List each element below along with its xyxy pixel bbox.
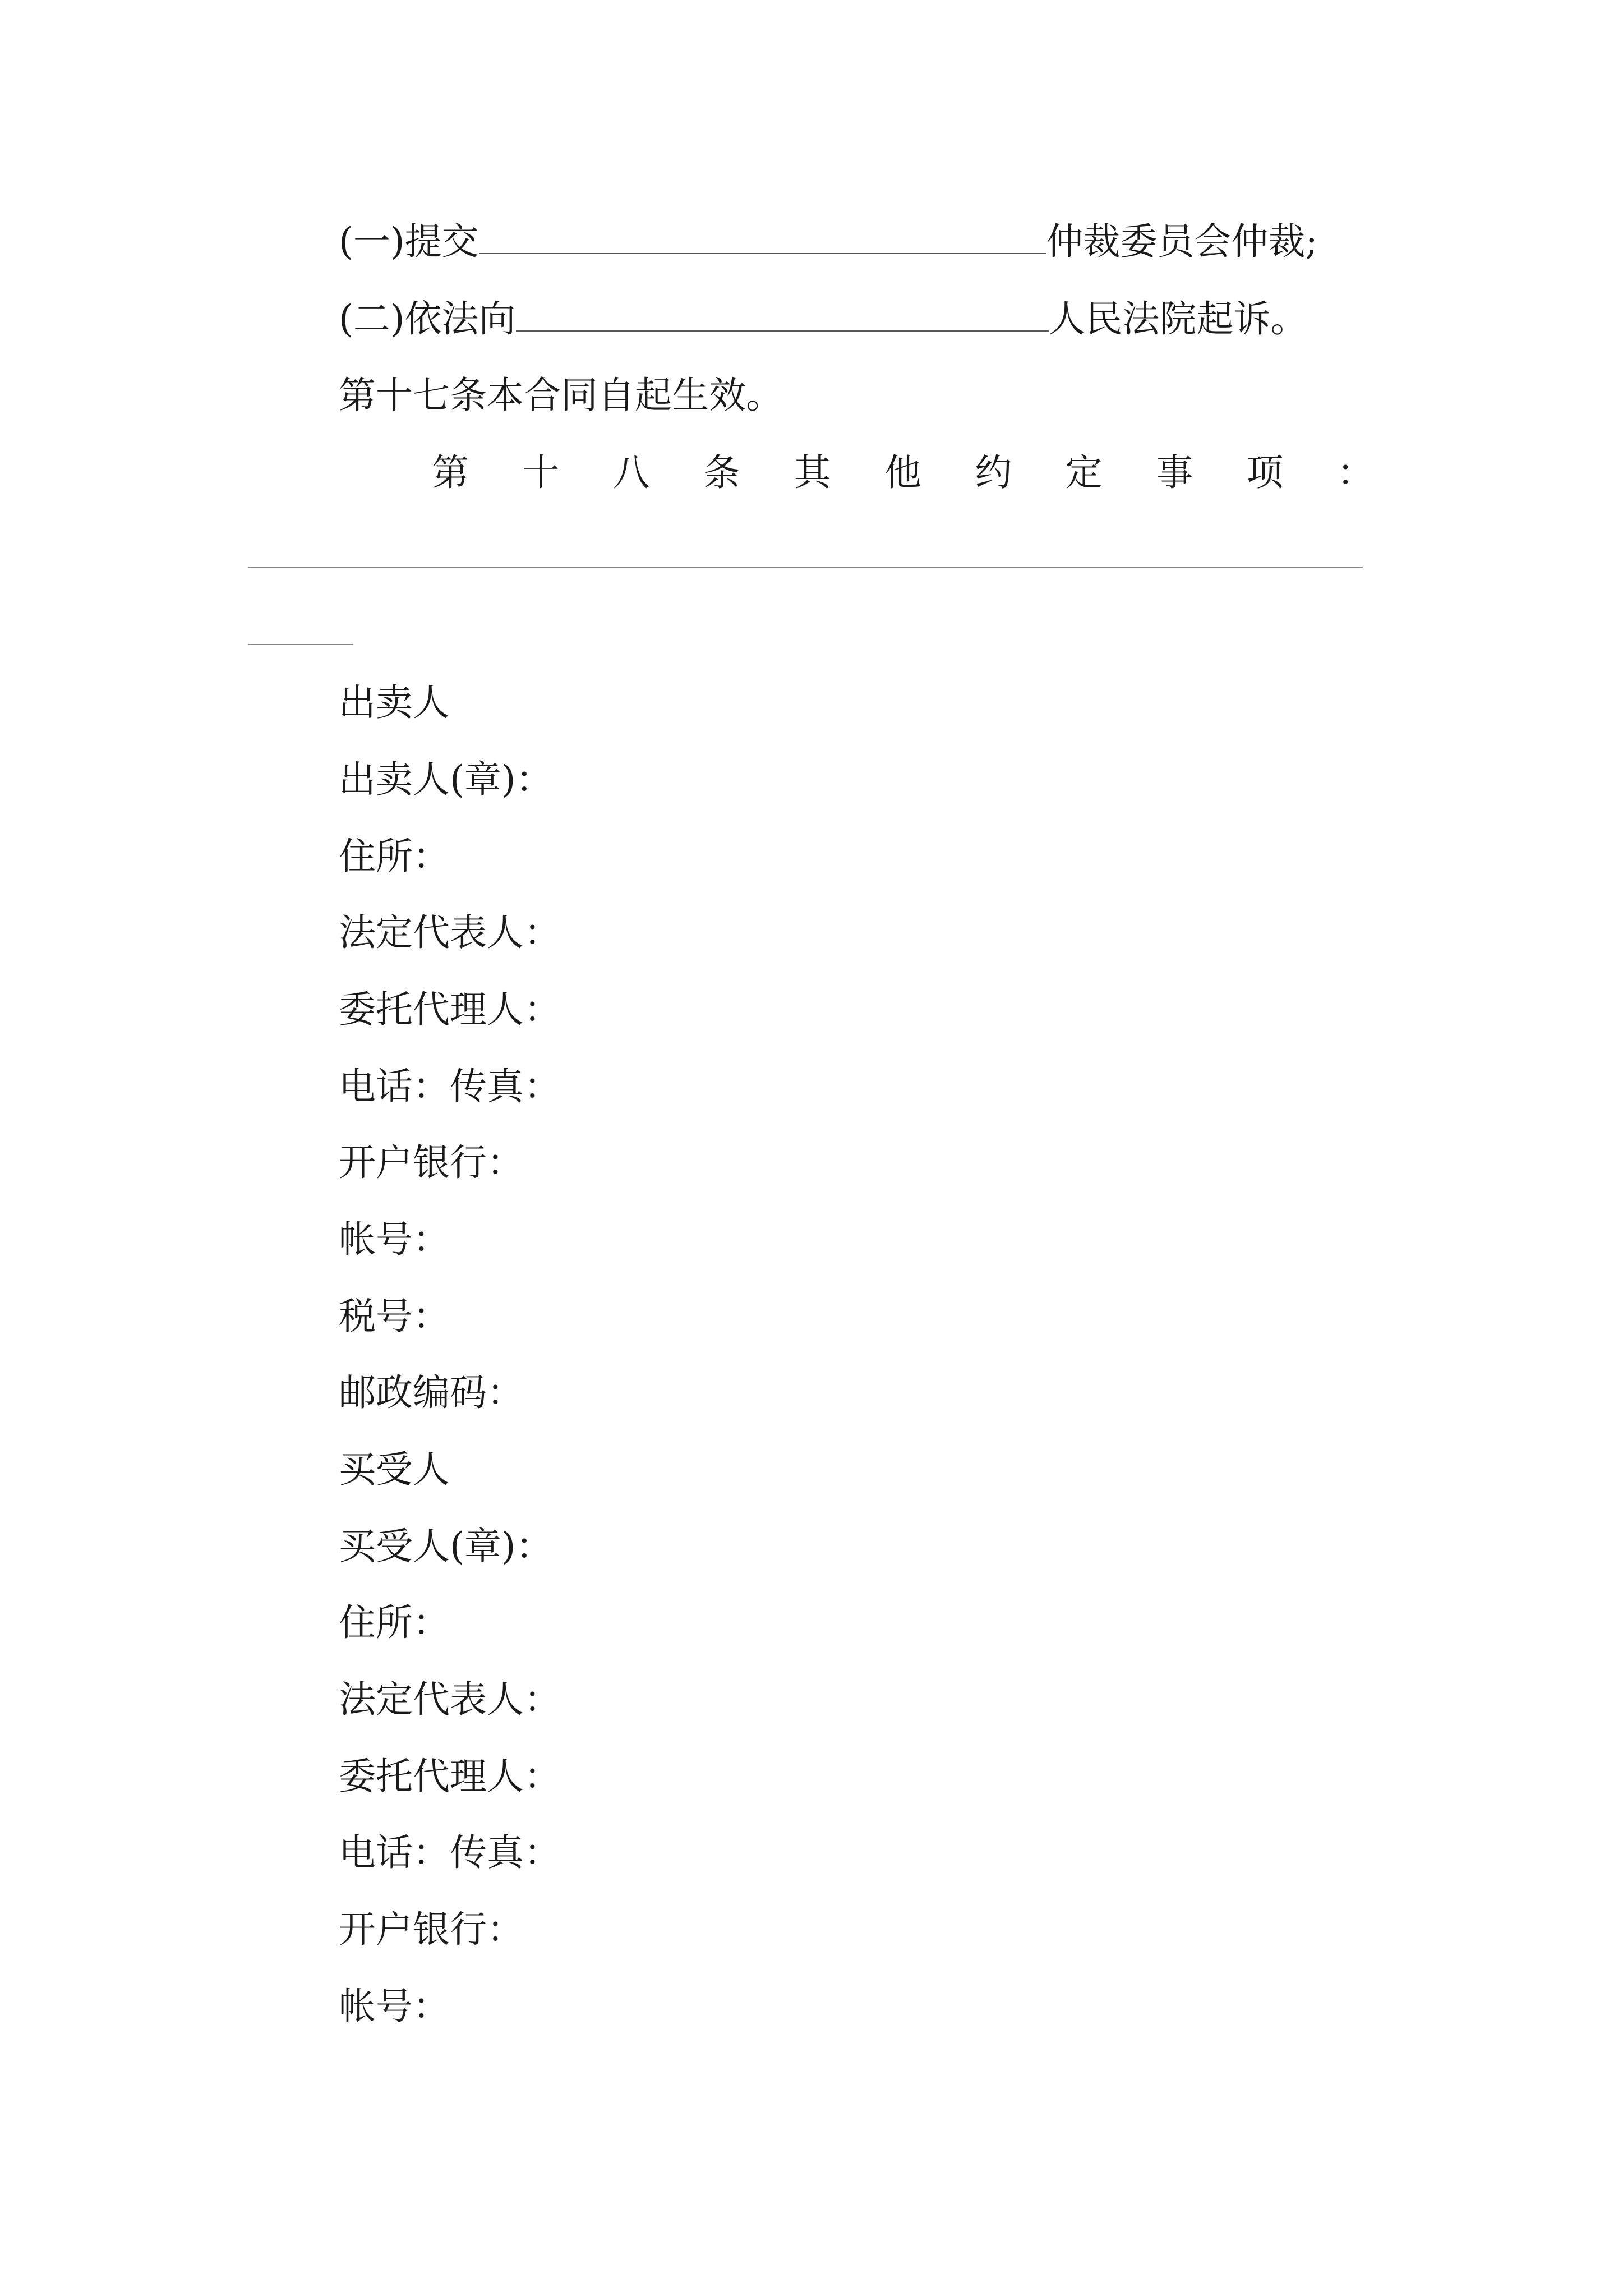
litigation-blank [516, 328, 1049, 332]
seller-account: 帐号： [339, 1218, 450, 1261]
article-18-heading [432, 451, 1374, 494]
buyer-bank: 开户银行： [339, 1908, 524, 1951]
seller-address: 住所： [339, 835, 450, 878]
buyer-account: 帐号： [339, 1985, 450, 2028]
seller-agent: 委托代理人： [339, 988, 561, 1031]
arbitration-blank [479, 251, 1046, 254]
article-18-char: 事 [1156, 451, 1193, 494]
article-18-char: 其 [794, 451, 831, 494]
article-18-char: 他 [884, 451, 921, 494]
buyer-agent: 委托代理人： [339, 1755, 561, 1798]
seller-postcode: 邮政编码： [339, 1371, 524, 1414]
litigation-suffix: 人民法院起诉。 [1048, 297, 1308, 341]
arbitration-prefix: (一)提交 [339, 220, 479, 263]
buyer-address: 住所： [339, 1601, 450, 1644]
seller-seal: 出卖人(章)： [339, 758, 553, 801]
article-18-char: 第 [432, 451, 469, 494]
article-17: 第十七条本合同自起生效。 [339, 374, 783, 417]
seller-phone-fax: 电话：传真： [339, 1065, 561, 1108]
buyer-legal-rep: 法定代表人： [339, 1678, 561, 1721]
other-terms-blank-line-1 [248, 567, 1363, 568]
article-18-char: 定 [1065, 451, 1103, 494]
article-18-char: 条 [703, 451, 741, 494]
arbitration-clause [339, 220, 1318, 263]
article-18-char: 约 [975, 451, 1012, 494]
other-terms-blank-line-2 [248, 644, 353, 645]
litigation-prefix: (二)依法向 [339, 297, 516, 341]
seller-bank: 开户银行： [339, 1141, 524, 1184]
buyer-heading: 买受人 [339, 1448, 450, 1491]
seller-heading: 出卖人 [339, 681, 450, 724]
seller-tax-no: 税号： [339, 1295, 450, 1338]
arbitration-suffix: 仲裁委员会仲裁; [1046, 220, 1318, 263]
article-18-char: 十 [522, 451, 560, 494]
article-18-char: 八 [612, 451, 650, 494]
buyer-phone-fax: 电话：传真： [339, 1831, 561, 1874]
buyer-seal: 买受人(章)： [339, 1525, 553, 1568]
article-18-char: 项 [1246, 451, 1284, 494]
article-18-char: ： [1336, 451, 1374, 494]
seller-legal-rep: 法定代表人： [339, 911, 561, 954]
litigation-clause [339, 297, 1308, 341]
